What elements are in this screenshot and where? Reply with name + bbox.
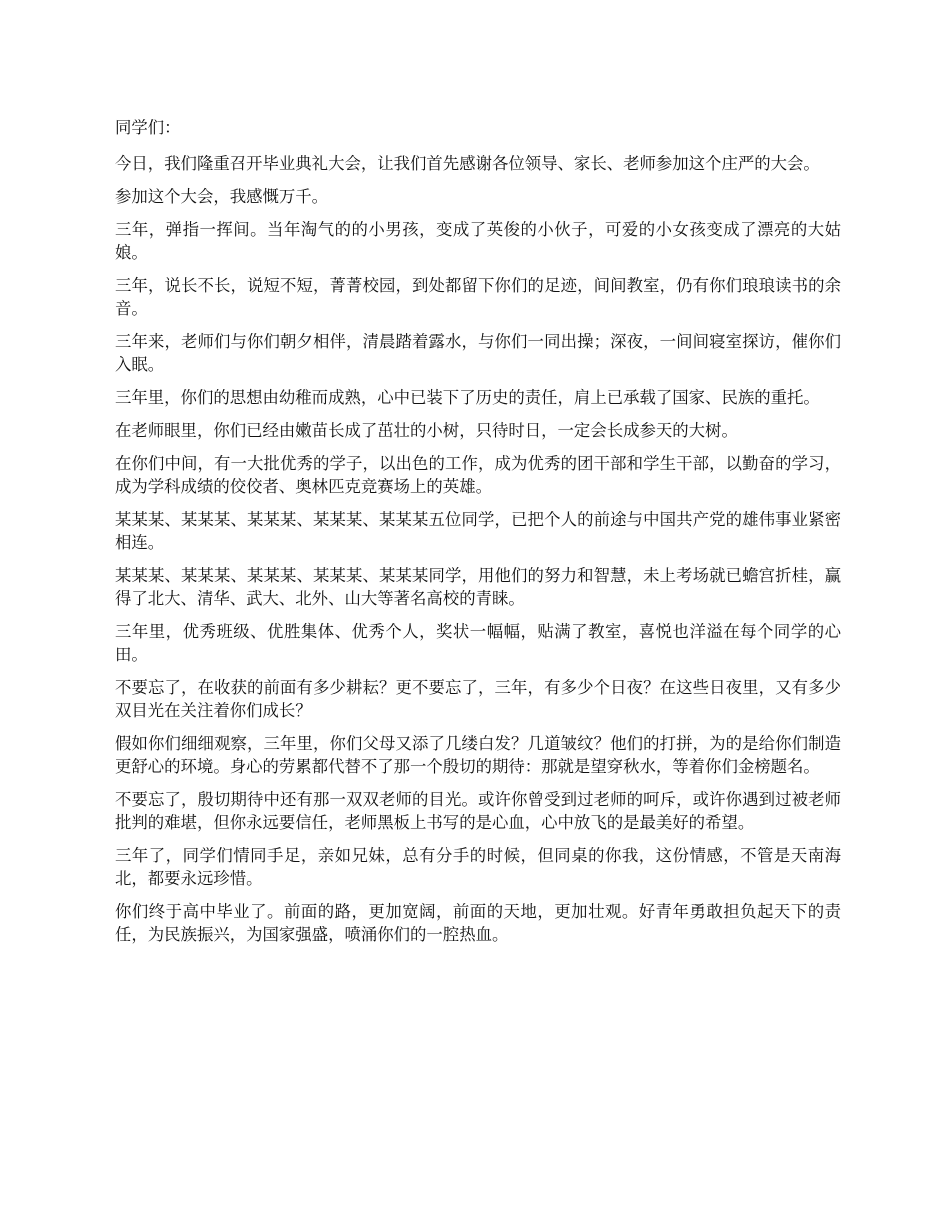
paragraph-7: 在老师眼里，你们已经由嫩苗长成了茁壮的小树，只待时日，一定会长成参天的大树。 <box>115 421 738 440</box>
paragraph-3: 三年，弹指一挥间。当年淘气的的小男孩，变成了英俊的小伙子，可爱的小女孩变成了漂亮的大姑娘。 <box>115 220 841 262</box>
paragraph-11: 三年里，优秀班级、优胜集体、优秀个人，奖状一幅幅，贴满了教室，喜悦也洋溢在每个同学的心田。 <box>115 622 841 664</box>
paragraph-8: 在你们中间，有一大批优秀的学子，以出色的工作，成为优秀的团干部和学生干部，以勤奋的学习，成为学科成绩的佼佼者、奥林匹克竞赛场上的英雄。 <box>115 454 841 496</box>
paragraph-6: 三年里，你们的思想由幼稚而成熟，心中已装下了历史的责任，肩上已承载了国家、民族的重托。 <box>115 388 820 407</box>
paragraph-4: 三年，说长不长，说短不短，菁菁校园，到处都留下你们的足迹，间间教室，仍有你们琅琅读书的余音。 <box>115 276 841 318</box>
document-page <box>115 116 841 956</box>
paragraph-1: 今日，我们隆重召开毕业典礼大会，让我们首先感谢各位领导、家长、老师参加这个庄严的大会。 <box>115 154 820 173</box>
paragraph-2: 参加这个大会，我感慨万千。 <box>115 187 329 206</box>
paragraph-15: 三年了，同学们情同手足，亲如兄妹，总有分手的时候，但同桌的你我，这份情感，不管是天南海北，都要永远珍惜。 <box>115 846 841 888</box>
paragraph-14: 不要忘了，殷切期待中还有那一双双老师的目光。或许你曾受到过老师的呵斥，或许你遇到过被老师批判的难堪，但你永远要信任，老师黑板上书写的是心血，心中放飞的是最美好的希望。 <box>115 790 841 832</box>
paragraph-9: 某某某、某某某、某某某、某某某、某某某五位同学，已把个人的前途与中国共产党的雄伟事业紧密相连。 <box>115 510 841 552</box>
paragraph-5: 三年来，老师们与你们朝夕相伴，清晨踏着露水，与你们一同出操；深夜，一间间寝室探访，催你们入眠。 <box>115 332 841 374</box>
salutation: 同学们： <box>115 118 181 137</box>
paragraph-16: 你们终于高中毕业了。前面的路，更加宽阔，前面的天地，更加壮观。好青年勇敢担负起天下的责任，为民族振兴，为国家强盛，喷涌你们的一腔热血。 <box>115 902 841 944</box>
paragraph-10: 某某某、某某某、某某某、某某某、某某某同学，用他们的努力和智慧，未上考场就已蟾宫折桂，赢得了北大、清华、武大、北外、山大等著名高校的青睐。 <box>115 566 841 608</box>
paragraph-12: 不要忘了，在收获的前面有多少耕耘？更不要忘了，三年，有多少个日夜？在这些日夜里，又有多少双目光在关注着你们成长？ <box>115 678 841 720</box>
paragraph-13: 假如你们细细观察，三年里，你们父母又添了几缕白发？几道皱纹？他们的打拼，为的是给你们制造更舒心的环境。身心的劳累都代替不了那一个殷切的期待：那就是望穿秋水，等着你们金榜题名。 <box>115 734 841 776</box>
